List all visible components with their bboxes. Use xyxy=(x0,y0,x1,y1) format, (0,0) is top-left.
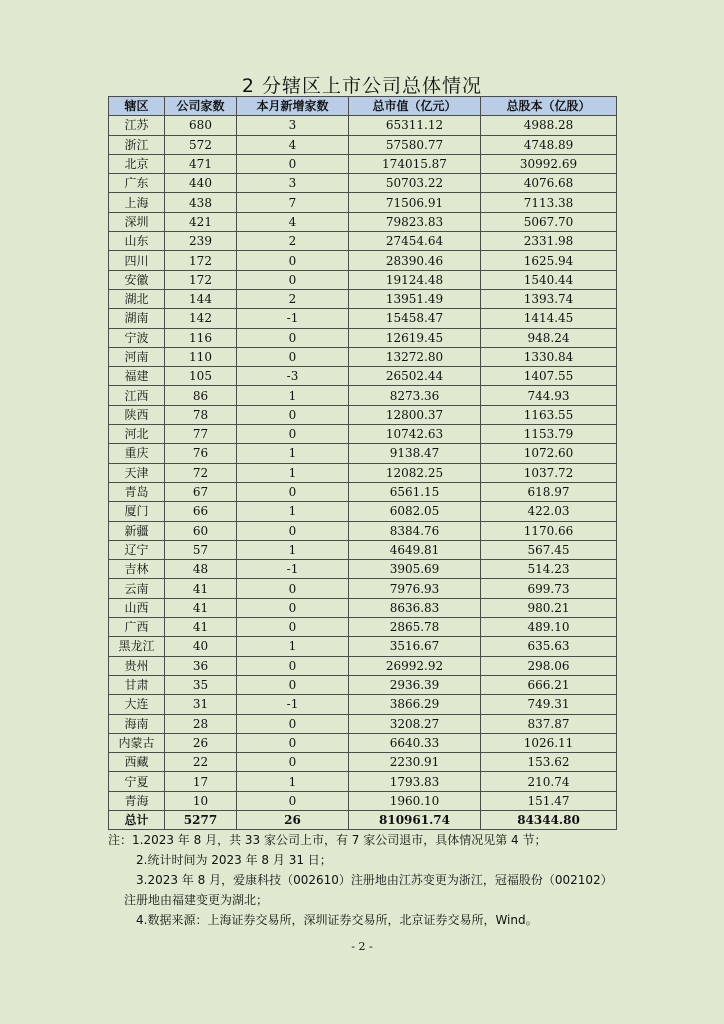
cell-company-count: 22 xyxy=(165,753,237,772)
cell-new-this-month: 1 xyxy=(237,540,349,559)
cell-market-cap: 9138.47 xyxy=(349,444,481,463)
table-row xyxy=(109,772,617,791)
cell-new-this-month: 3 xyxy=(237,116,349,135)
cell-market-cap: 174015.87 xyxy=(349,154,481,173)
cell-region: 江苏 xyxy=(109,116,165,135)
header-region: 辖区 xyxy=(109,97,165,116)
cell-new-this-month: 3 xyxy=(237,174,349,193)
table-row xyxy=(109,193,617,212)
cell-new-this-month: -1 xyxy=(237,309,349,328)
table-row xyxy=(109,618,617,637)
cell-company-count: 67 xyxy=(165,482,237,501)
cell-new-this-month: 0 xyxy=(237,425,349,444)
cell-region: 海南 xyxy=(109,714,165,733)
cell-total-shares: 1393.74 xyxy=(481,289,617,308)
table-row xyxy=(109,309,617,328)
cell-total-shares: 635.63 xyxy=(481,637,617,656)
cell-region: 青海 xyxy=(109,791,165,810)
cell-total-shares: 2331.98 xyxy=(481,232,617,251)
cell-total-shares: 567.45 xyxy=(481,540,617,559)
cell-company-count: 105 xyxy=(165,367,237,386)
cell-region: 广西 xyxy=(109,618,165,637)
total-company-count: 5277 xyxy=(165,810,237,829)
cell-region: 浙江 xyxy=(109,135,165,154)
cell-region: 福建 xyxy=(109,367,165,386)
cell-company-count: 17 xyxy=(165,772,237,791)
cell-company-count: 41 xyxy=(165,598,237,617)
cell-region: 安徽 xyxy=(109,270,165,289)
table-row xyxy=(109,753,617,772)
cell-new-this-month: 7 xyxy=(237,193,349,212)
table-row xyxy=(109,444,617,463)
cell-new-this-month: 1 xyxy=(237,637,349,656)
cell-new-this-month: -3 xyxy=(237,367,349,386)
cell-total-shares: 514.23 xyxy=(481,560,617,579)
table-row xyxy=(109,791,617,810)
cell-company-count: 116 xyxy=(165,328,237,347)
cell-company-count: 172 xyxy=(165,251,237,270)
cell-company-count: 421 xyxy=(165,212,237,231)
table-row xyxy=(109,135,617,154)
cell-new-this-month: 0 xyxy=(237,251,349,270)
cell-new-this-month: -1 xyxy=(237,695,349,714)
table-row xyxy=(109,502,617,521)
cell-region: 青岛 xyxy=(109,482,165,501)
cell-market-cap: 4649.81 xyxy=(349,540,481,559)
cell-region: 内蒙古 xyxy=(109,733,165,752)
table-row xyxy=(109,212,617,231)
cell-region: 湖南 xyxy=(109,309,165,328)
header-new-this-month: 本月新增家数 xyxy=(237,97,349,116)
cell-new-this-month: 0 xyxy=(237,521,349,540)
cell-market-cap: 8636.83 xyxy=(349,598,481,617)
cell-total-shares: 1170.66 xyxy=(481,521,617,540)
cell-total-shares: 4076.68 xyxy=(481,174,617,193)
cell-market-cap: 79823.83 xyxy=(349,212,481,231)
table-row xyxy=(109,656,617,675)
table-row xyxy=(109,154,617,173)
cell-market-cap: 65311.12 xyxy=(349,116,481,135)
cell-total-shares: 30992.69 xyxy=(481,154,617,173)
cell-new-this-month: 0 xyxy=(237,791,349,810)
cell-new-this-month: 2 xyxy=(237,289,349,308)
cell-region: 重庆 xyxy=(109,444,165,463)
cell-market-cap: 57580.77 xyxy=(349,135,481,154)
cell-company-count: 72 xyxy=(165,463,237,482)
cell-region: 陕西 xyxy=(109,405,165,424)
cell-total-shares: 210.74 xyxy=(481,772,617,791)
table-row xyxy=(109,328,617,347)
cell-new-this-month: 1 xyxy=(237,502,349,521)
table-row xyxy=(109,270,617,289)
cell-region: 河北 xyxy=(109,425,165,444)
table-body xyxy=(109,116,617,811)
table-row xyxy=(109,675,617,694)
cell-new-this-month: 0 xyxy=(237,270,349,289)
table-row xyxy=(109,289,617,308)
cell-company-count: 110 xyxy=(165,347,237,366)
cell-total-shares: 489.10 xyxy=(481,618,617,637)
cell-new-this-month: 1 xyxy=(237,463,349,482)
table-row xyxy=(109,521,617,540)
cell-region: 黑龙江 xyxy=(109,637,165,656)
header-company-count: 公司家数 xyxy=(165,97,237,116)
cell-new-this-month: 0 xyxy=(237,618,349,637)
header-market-cap: 总市值（亿元） xyxy=(349,97,481,116)
cell-company-count: 48 xyxy=(165,560,237,579)
cell-company-count: 680 xyxy=(165,116,237,135)
cell-new-this-month: 1 xyxy=(237,386,349,405)
cell-region: 宁夏 xyxy=(109,772,165,791)
cell-market-cap: 8384.76 xyxy=(349,521,481,540)
cell-company-count: 142 xyxy=(165,309,237,328)
table-row xyxy=(109,116,617,135)
note-2: 2.统计时间为 2023 年 8 月 31 日； xyxy=(136,853,332,867)
total-label: 总计 xyxy=(109,810,165,829)
cell-market-cap: 3208.27 xyxy=(349,714,481,733)
cell-company-count: 77 xyxy=(165,425,237,444)
cell-new-this-month: 0 xyxy=(237,714,349,733)
cell-total-shares: 837.87 xyxy=(481,714,617,733)
cell-total-shares: 744.93 xyxy=(481,386,617,405)
cell-total-shares: 1037.72 xyxy=(481,463,617,482)
table-row xyxy=(109,425,617,444)
cell-new-this-month: 0 xyxy=(237,675,349,694)
cell-company-count: 26 xyxy=(165,733,237,752)
cell-total-shares: 298.06 xyxy=(481,656,617,675)
cell-market-cap: 28390.46 xyxy=(349,251,481,270)
cell-new-this-month: 1 xyxy=(237,444,349,463)
table-row xyxy=(109,482,617,501)
cell-market-cap: 1793.83 xyxy=(349,772,481,791)
cell-market-cap: 13272.80 xyxy=(349,347,481,366)
cell-market-cap: 26992.92 xyxy=(349,656,481,675)
cell-company-count: 76 xyxy=(165,444,237,463)
note-3: 3.2023 年 8 月，爱康科技（002610）注册地由江苏变更为浙江，冠福股份（002102） xyxy=(136,873,613,887)
cell-region: 甘肃 xyxy=(109,675,165,694)
table-row xyxy=(109,232,617,251)
cell-region: 云南 xyxy=(109,579,165,598)
cell-market-cap: 3516.67 xyxy=(349,637,481,656)
cell-market-cap: 2936.39 xyxy=(349,675,481,694)
cell-company-count: 144 xyxy=(165,289,237,308)
cell-market-cap: 2865.78 xyxy=(349,618,481,637)
cell-market-cap: 13951.49 xyxy=(349,289,481,308)
cell-market-cap: 50703.22 xyxy=(349,174,481,193)
cell-region: 湖北 xyxy=(109,289,165,308)
cell-region: 吉林 xyxy=(109,560,165,579)
cell-total-shares: 153.62 xyxy=(481,753,617,772)
cell-company-count: 60 xyxy=(165,521,237,540)
header-total-shares: 总股本（亿股） xyxy=(481,97,617,116)
cell-new-this-month: 1 xyxy=(237,772,349,791)
cell-company-count: 31 xyxy=(165,695,237,714)
cell-new-this-month: -1 xyxy=(237,560,349,579)
total-shares: 84344.80 xyxy=(481,810,617,829)
cell-region: 新疆 xyxy=(109,521,165,540)
table-row xyxy=(109,714,617,733)
cell-total-shares: 7113.38 xyxy=(481,193,617,212)
cell-new-this-month: 0 xyxy=(237,753,349,772)
table-row xyxy=(109,637,617,656)
cell-total-shares: 1163.55 xyxy=(481,405,617,424)
cell-region: 广东 xyxy=(109,174,165,193)
cell-region: 西藏 xyxy=(109,753,165,772)
note-1: 注：1.2023 年 8 月，共 33 家公司上市，有 7 家公司退市，具体情况见第 4 节； xyxy=(108,833,547,847)
cell-new-this-month: 0 xyxy=(237,482,349,501)
cell-total-shares: 1072.60 xyxy=(481,444,617,463)
cell-region: 江西 xyxy=(109,386,165,405)
cell-company-count: 172 xyxy=(165,270,237,289)
page-title: 2 分辖区上市公司总体情况 xyxy=(241,75,483,97)
cell-market-cap: 6561.15 xyxy=(349,482,481,501)
cell-market-cap: 27454.64 xyxy=(349,232,481,251)
cell-market-cap: 12800.37 xyxy=(349,405,481,424)
cell-market-cap: 15458.47 xyxy=(349,309,481,328)
cell-region: 深圳 xyxy=(109,212,165,231)
table-row xyxy=(109,386,617,405)
cell-total-shares: 618.97 xyxy=(481,482,617,501)
table-row xyxy=(109,347,617,366)
table-row xyxy=(109,695,617,714)
footnotes xyxy=(108,830,620,930)
cell-total-shares: 749.31 xyxy=(481,695,617,714)
cell-total-shares: 4988.28 xyxy=(481,116,617,135)
cell-region: 河南 xyxy=(109,347,165,366)
table-header-row xyxy=(109,97,617,116)
cell-company-count: 66 xyxy=(165,502,237,521)
cell-company-count: 86 xyxy=(165,386,237,405)
cell-company-count: 239 xyxy=(165,232,237,251)
note-4: 4.数据来源：上海证券交易所，深圳证券交易所，北京证券交易所，Wind。 xyxy=(136,913,538,927)
total-row xyxy=(109,810,617,829)
cell-company-count: 471 xyxy=(165,154,237,173)
cell-new-this-month: 0 xyxy=(237,598,349,617)
cell-company-count: 40 xyxy=(165,637,237,656)
cell-total-shares: 1153.79 xyxy=(481,425,617,444)
cell-market-cap: 6082.05 xyxy=(349,502,481,521)
cell-market-cap: 1960.10 xyxy=(349,791,481,810)
cell-company-count: 41 xyxy=(165,618,237,637)
cell-new-this-month: 2 xyxy=(237,232,349,251)
cell-market-cap: 19124.48 xyxy=(349,270,481,289)
cell-total-shares: 980.21 xyxy=(481,598,617,617)
cell-region: 辽宁 xyxy=(109,540,165,559)
cell-total-shares: 666.21 xyxy=(481,675,617,694)
cell-company-count: 438 xyxy=(165,193,237,212)
note-3-continued: 注册地由福建变更为湖北； xyxy=(124,893,269,907)
cell-company-count: 572 xyxy=(165,135,237,154)
cell-company-count: 440 xyxy=(165,174,237,193)
table-row xyxy=(109,367,617,386)
cell-total-shares: 1414.45 xyxy=(481,309,617,328)
cell-market-cap: 8273.36 xyxy=(349,386,481,405)
cell-company-count: 57 xyxy=(165,540,237,559)
cell-total-shares: 4748.89 xyxy=(481,135,617,154)
cell-new-this-month: 0 xyxy=(237,328,349,347)
cell-market-cap: 6640.33 xyxy=(349,733,481,752)
total-market-cap: 810961.74 xyxy=(349,810,481,829)
cell-total-shares: 1407.55 xyxy=(481,367,617,386)
table-row xyxy=(109,405,617,424)
table-row xyxy=(109,733,617,752)
cell-new-this-month: 0 xyxy=(237,579,349,598)
cell-total-shares: 699.73 xyxy=(481,579,617,598)
cell-new-this-month: 0 xyxy=(237,733,349,752)
cell-new-this-month: 4 xyxy=(237,135,349,154)
cell-market-cap: 26502.44 xyxy=(349,367,481,386)
cell-region: 山东 xyxy=(109,232,165,251)
cell-market-cap: 7976.93 xyxy=(349,579,481,598)
cell-region: 宁波 xyxy=(109,328,165,347)
table-row xyxy=(109,463,617,482)
cell-market-cap: 10742.63 xyxy=(349,425,481,444)
table-row xyxy=(109,598,617,617)
cell-region: 山西 xyxy=(109,598,165,617)
cell-total-shares: 1330.84 xyxy=(481,347,617,366)
cell-company-count: 10 xyxy=(165,791,237,810)
table-row xyxy=(109,251,617,270)
table-row xyxy=(109,174,617,193)
listed-companies-table xyxy=(108,96,617,830)
cell-total-shares: 151.47 xyxy=(481,791,617,810)
table-row xyxy=(109,579,617,598)
cell-region: 贵州 xyxy=(109,656,165,675)
cell-region: 四川 xyxy=(109,251,165,270)
cell-total-shares: 1026.11 xyxy=(481,733,617,752)
cell-company-count: 28 xyxy=(165,714,237,733)
cell-new-this-month: 0 xyxy=(237,656,349,675)
cell-market-cap: 12082.25 xyxy=(349,463,481,482)
table-row xyxy=(109,560,617,579)
cell-region: 上海 xyxy=(109,193,165,212)
table-row xyxy=(109,540,617,559)
cell-total-shares: 1540.44 xyxy=(481,270,617,289)
cell-region: 大连 xyxy=(109,695,165,714)
cell-new-this-month: 4 xyxy=(237,212,349,231)
cell-market-cap: 2230.91 xyxy=(349,753,481,772)
cell-total-shares: 422.03 xyxy=(481,502,617,521)
cell-new-this-month: 0 xyxy=(237,405,349,424)
cell-market-cap: 3905.69 xyxy=(349,560,481,579)
cell-new-this-month: 0 xyxy=(237,347,349,366)
cell-total-shares: 5067.70 xyxy=(481,212,617,231)
cell-market-cap: 3866.29 xyxy=(349,695,481,714)
cell-region: 北京 xyxy=(109,154,165,173)
cell-total-shares: 948.24 xyxy=(481,328,617,347)
cell-market-cap: 12619.45 xyxy=(349,328,481,347)
cell-market-cap: 71506.91 xyxy=(349,193,481,212)
cell-new-this-month: 0 xyxy=(237,154,349,173)
cell-company-count: 78 xyxy=(165,405,237,424)
total-new-this-month: 26 xyxy=(237,810,349,829)
cell-region: 厦门 xyxy=(109,502,165,521)
cell-region: 天津 xyxy=(109,463,165,482)
cell-company-count: 35 xyxy=(165,675,237,694)
cell-total-shares: 1625.94 xyxy=(481,251,617,270)
cell-company-count: 36 xyxy=(165,656,237,675)
cell-company-count: 41 xyxy=(165,579,237,598)
page-number: - 2 - xyxy=(351,940,373,953)
